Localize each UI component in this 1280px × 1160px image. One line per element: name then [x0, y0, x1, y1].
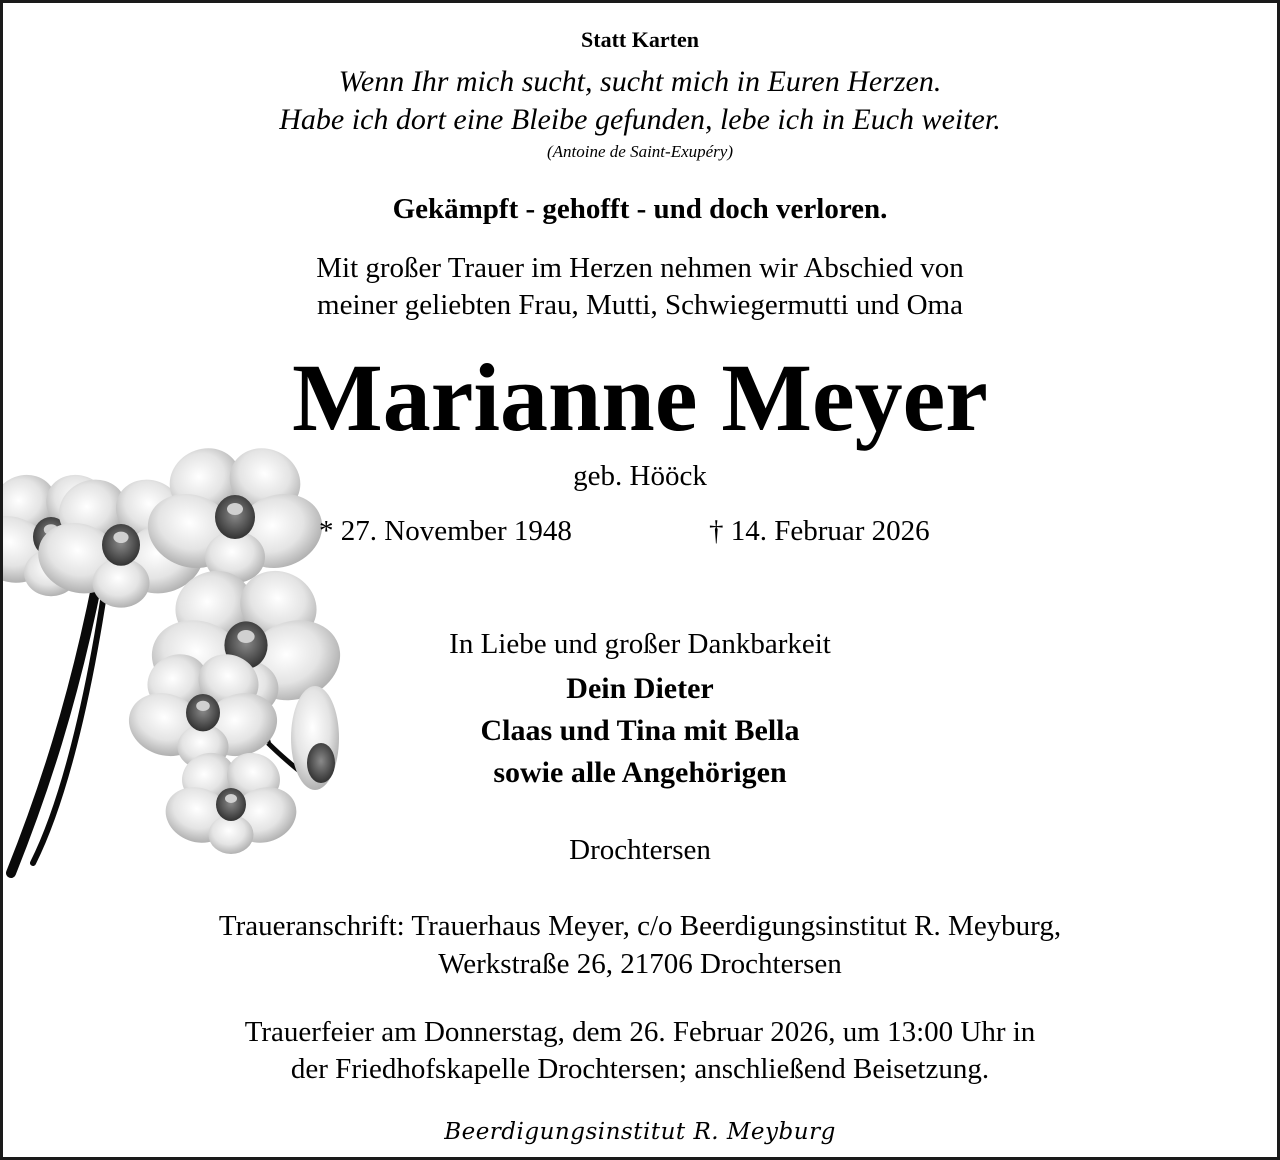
birth-name: geb. Hööck	[573, 460, 707, 492]
quote-author: (Antoine de Saint-Exupéry)	[547, 142, 733, 161]
quote-line-2: Habe ich dort eine Bleibe gefunden, lebe ich in Euch weiter.	[279, 103, 1001, 136]
intro-line-1: Mit großer Trauer im Herzen nehmen wir Abschied von	[316, 252, 964, 284]
place: Drochtersen	[569, 834, 711, 866]
intro-line-2: meiner geliebten Frau, Mutti, Schwiegermutti und Oma	[317, 289, 963, 321]
statt-karten-label: Statt Karten	[581, 27, 699, 52]
service-line-2: der Friedhofskapelle Drochtersen; anschließend Beisetzung.	[290, 1053, 990, 1085]
motto: Gekämpft - gehofft - und doch verloren.	[392, 193, 888, 225]
address-line-2: Werkstraße 26, 21706 Drochtersen	[438, 948, 842, 980]
mourners-intro: In Liebe und großer Dankbarkeit	[449, 628, 831, 660]
deceased-name: Marianne Meyer	[292, 344, 988, 451]
address-line-1: Traueranschrift: Trauerhaus Meyer, c/o Beerdigungsinstitut R. Meyburg,	[218, 910, 1062, 942]
funeral-home-signature: Beerdigungsinstitut R. Meyburg	[444, 1119, 836, 1145]
service-line-1: Trauerfeier am Donnerstag, dem 26. Februar 2026, um 13:00 Uhr in	[244, 1016, 1036, 1048]
quote-line-1: Wenn Ihr mich sucht, sucht mich in Euren Herzen.	[338, 65, 942, 98]
mourner-line-1: Dein Dieter	[566, 672, 714, 705]
mourner-line-3: sowie alle Angehörigen	[493, 756, 787, 789]
death-date: † 14. Februar 2026	[709, 515, 930, 547]
birth-date: * 27. November 1948	[319, 515, 572, 547]
mourner-line-2: Claas und Tina mit Bella	[480, 714, 800, 747]
